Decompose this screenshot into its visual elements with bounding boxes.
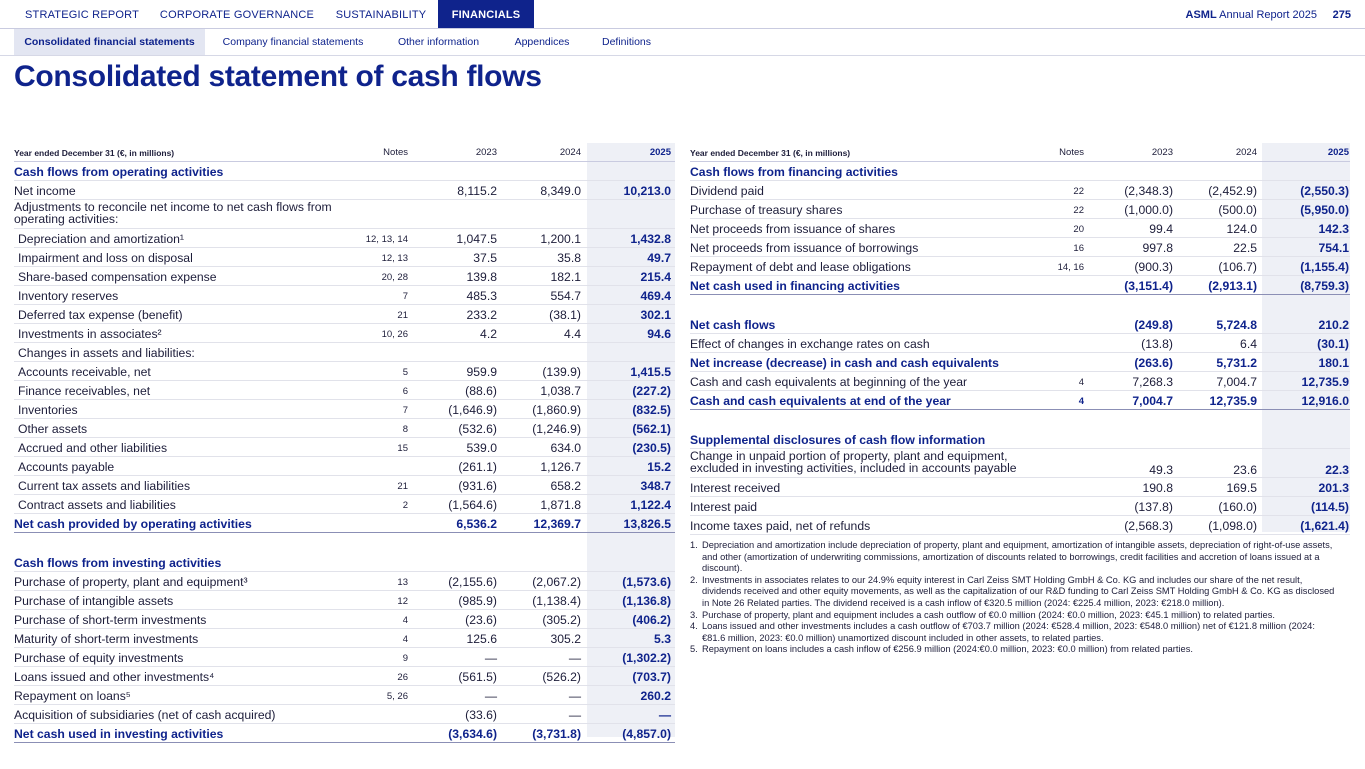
- table-row: [690, 219, 1350, 238]
- subtab-definitions[interactable]: Definitions: [601, 36, 652, 48]
- row-label: Income taxes paid, net of refunds: [690, 519, 871, 533]
- table-row: [14, 514, 675, 533]
- row-label: Adjustments to reconcile net income to net cash flows from operating activities:: [14, 200, 332, 226]
- footnote: 3. Purchase of property, plant and equipment includes a cash outflow of €0.0 million (2024: €0.0 million, 2023: €45.1 million) to related parties.: [690, 609, 1275, 620]
- value-2024: 1,871.8: [540, 498, 581, 512]
- value-2023: (263.6): [1134, 356, 1173, 370]
- value-2025: 348.7: [640, 479, 671, 493]
- footnote-text: Depreciation and amortization include depreciation of property, plant and equipment, amortization of intangible assets, depreciation of right-of-use assets, and other (amortization of underwriting commissions, amortization of discounts related to borrowings, credit facilities and accretion of loans issued at a discount).: [702, 540, 1333, 574]
- table-row: [14, 400, 675, 419]
- value-2025: (2,550.3): [1300, 184, 1349, 198]
- table-row: [690, 497, 1350, 516]
- row-label: Maturity of short-term investments: [14, 632, 199, 646]
- table-row: [14, 229, 675, 248]
- table-row: [690, 353, 1350, 372]
- row-label: Other assets: [18, 422, 88, 436]
- row-label: Purchase of treasury shares: [690, 203, 843, 217]
- value-2023: (532.6): [458, 422, 497, 436]
- value-2025: 302.1: [640, 308, 671, 322]
- value-2025: (1,573.6): [622, 575, 671, 589]
- spacer-row: [690, 410, 1350, 430]
- row-label: Effect of changes in exchange rates on cash: [690, 337, 930, 351]
- value-2025: (114.5): [1311, 500, 1349, 514]
- value-2025: 94.6: [647, 327, 671, 341]
- table-header: [14, 143, 675, 162]
- value-2025: (30.1): [1317, 337, 1349, 351]
- tab-strategic-report[interactable]: STRATEGIC REPORT: [24, 9, 140, 21]
- table-row: [14, 495, 675, 514]
- section-heading-row: [690, 430, 1350, 449]
- row-notes: 12, 13, 14: [365, 234, 408, 245]
- value-2023: 485.3: [466, 289, 497, 303]
- value-2025: 754.1: [1318, 241, 1349, 255]
- row-notes: 9: [402, 653, 408, 664]
- row-label: Cash and cash equivalents at beginning of the year: [690, 375, 968, 389]
- value-2025: 12,916.0: [1301, 394, 1349, 408]
- header-2023: 2023: [475, 147, 497, 158]
- table-row: [690, 315, 1350, 334]
- row-label: Acquisition of subsidiaries (net of cash acquired): [14, 708, 276, 722]
- table-row: [14, 648, 675, 667]
- value-2023: 4.2: [480, 327, 497, 341]
- value-2024: 5,731.2: [1216, 356, 1257, 370]
- value-2023: (33.6): [465, 708, 497, 722]
- value-2024: 182.1: [550, 270, 581, 284]
- row-label: Investments in associates²: [18, 327, 162, 341]
- value-2024: 554.7: [550, 289, 581, 303]
- row-label: Net cash used in financing activities: [690, 279, 900, 293]
- page-number: 275: [1332, 9, 1351, 21]
- table-row: [14, 362, 675, 381]
- table-row: [14, 686, 675, 705]
- value-2024: 7,004.7: [1216, 375, 1257, 389]
- row-label: Net cash flows: [690, 318, 776, 332]
- footnote: 5. Repayment on loans includes a cash inflow of €256.9 million (2024:€0.0 million, 2023: €0.0 million) from related parties.: [690, 644, 1193, 655]
- tab-financials[interactable]: FINANCIALS: [438, 0, 534, 28]
- table-row: [690, 449, 1350, 478]
- value-2023: (3,634.6): [448, 727, 497, 741]
- value-2023: —: [484, 689, 497, 703]
- row-label: Cash and cash equivalents at end of the year: [690, 394, 951, 408]
- value-2023: (13.8): [1141, 337, 1173, 351]
- value-2024: (38.1): [549, 308, 581, 322]
- header-label: Year ended December 31 (€, in millions): [690, 148, 851, 158]
- row-notes: 4: [1078, 396, 1084, 407]
- row-notes: 26: [397, 672, 408, 683]
- row-notes: 5, 26: [386, 691, 408, 702]
- row-label: Contract assets and liabilities: [18, 498, 176, 512]
- table-row: [14, 476, 675, 495]
- value-2024: 12,369.7: [533, 517, 581, 531]
- value-2024: 634.0: [550, 441, 581, 455]
- value-2023: —: [484, 651, 497, 665]
- value-2025: (406.2): [632, 613, 671, 627]
- header-notes: Notes: [1059, 147, 1084, 158]
- row-notes: 2: [402, 500, 408, 511]
- value-2023: (88.6): [465, 384, 497, 398]
- row-label: Current tax assets and liabilities: [18, 479, 191, 493]
- value-2023: 7,004.7: [1132, 394, 1173, 408]
- value-2024: (160.0): [1218, 500, 1257, 514]
- value-2023: (1,000.0): [1124, 203, 1173, 217]
- section-heading-row: [14, 553, 675, 572]
- row-label: Net cash used in investing activities: [14, 727, 224, 741]
- value-2023: 539.0: [466, 441, 497, 455]
- value-2024: (1,246.9): [532, 422, 581, 436]
- table-row: [14, 572, 675, 591]
- value-2025: 260.2: [640, 689, 671, 703]
- row-notes: 15: [397, 443, 408, 454]
- operating-investing-cash-flows-table: [14, 143, 675, 743]
- value-2024: 1,200.1: [540, 232, 581, 246]
- table-row: [14, 667, 675, 686]
- row-notes: 20: [1073, 224, 1084, 235]
- table-row: [14, 724, 675, 743]
- footnotes: [690, 540, 1340, 656]
- value-2023: (900.3): [1134, 260, 1173, 274]
- value-2024: (2,913.1): [1208, 279, 1257, 293]
- value-2025: 201.3: [1318, 481, 1349, 495]
- footnote-text: Loans issued and other investments includes a cash outflow of €703.7 million (2024: €528.4 million, 2023: €548.0 million) net of €121.8 million (2024: €81.6 million, 2023: €0.0 million) unamortized discount included in other assets, to related parties.: [702, 621, 1315, 643]
- value-2025: 215.4: [640, 270, 671, 284]
- row-notes: 22: [1073, 186, 1084, 197]
- value-2023: 125.6: [466, 632, 497, 646]
- row-label: Share-based compensation expense: [18, 270, 217, 284]
- value-2025: (1,155.4): [1300, 260, 1349, 274]
- row-label: Accounts receivable, net: [18, 365, 151, 379]
- value-2025: 13,826.5: [623, 517, 671, 531]
- row-label: Net proceeds from issuance of shares: [690, 222, 896, 236]
- value-2023: 7,268.3: [1132, 375, 1173, 389]
- value-2024: 305.2: [550, 632, 581, 646]
- table-row: [14, 381, 675, 400]
- row-label: Purchase of property, plant and equipment³: [14, 575, 248, 589]
- value-2023: 49.3: [1149, 463, 1173, 477]
- value-2024: (526.2): [542, 670, 581, 684]
- table-row: [14, 419, 675, 438]
- value-2023: 190.8: [1142, 481, 1173, 495]
- value-2024: 8,349.0: [540, 184, 581, 198]
- row-label: Purchase of intangible assets: [14, 594, 174, 608]
- row-notes: 7: [402, 291, 408, 302]
- value-2024: (305.2): [542, 613, 581, 627]
- value-2024: —: [568, 689, 581, 703]
- value-2023: (985.9): [458, 594, 497, 608]
- row-notes: 14, 16: [1057, 262, 1084, 273]
- value-2025: (703.7): [632, 670, 671, 684]
- subtab-appendices[interactable]: Appendices: [514, 36, 570, 48]
- row-notes: 8: [402, 424, 408, 435]
- value-2025: —: [658, 708, 671, 722]
- value-2023: (1,646.9): [448, 403, 497, 417]
- table-row: [690, 276, 1350, 295]
- row-notes: 10, 26: [381, 329, 408, 340]
- table-row: [14, 248, 675, 267]
- spacer-row: [14, 533, 675, 553]
- table-row: [690, 181, 1350, 200]
- row-label: Purchase of short-term investments: [14, 613, 207, 627]
- value-2025: 1,415.5: [630, 365, 671, 379]
- row-label: Impairment and loss on disposal: [18, 251, 193, 265]
- row-notes: 5: [402, 367, 408, 378]
- value-2023: 139.8: [466, 270, 497, 284]
- table-row: [690, 516, 1350, 535]
- value-2023: (2,155.6): [448, 575, 497, 589]
- row-label: Changes in assets and liabilities:: [18, 346, 195, 360]
- value-2025: (230.5): [632, 441, 671, 455]
- header-2024: 2024: [559, 147, 581, 158]
- top-navigation: [0, 0, 1365, 29]
- value-2024: 1,126.7: [540, 460, 581, 474]
- value-2024: 35.8: [557, 251, 581, 265]
- row-label: Accrued and other liabilities: [18, 441, 168, 455]
- value-2023: 8,115.2: [457, 184, 497, 198]
- value-2025: (1,136.8): [622, 594, 671, 608]
- footnote-text: Repayment on loans includes a cash inflow of €256.9 million (2024:€0.0 million, 2023: €0.0 million) from related parties.: [702, 644, 1193, 655]
- footnote-text: Investments in associates relates to our 24.9% equity interest in Carl Zeiss SMT Holding GmbH & Co. KG and includes our share of the net result, dividends received and other equity movements, as well as the capitalization of our R&D funding to Carl Zeiss SMT Holding GmbH & Co. KG as disclosed in Note 26 Related parties. The dividend received is a cash inflow of €320.5 million (2024: €225.4 million, 2023: €218.0 million).: [702, 574, 1335, 608]
- value-2023: (561.5): [458, 670, 497, 684]
- table-row: [14, 324, 675, 343]
- table-header: [690, 143, 1350, 162]
- value-2025: 49.7: [647, 251, 671, 265]
- row-notes: 21: [397, 310, 408, 321]
- row-label: Supplemental disclosures of cash flow information: [690, 433, 986, 447]
- value-2024: (500.0): [1218, 203, 1257, 217]
- sub-navigation: [0, 29, 1365, 56]
- row-notes: 13: [397, 577, 408, 588]
- report-name: Annual Report 2025: [1219, 9, 1317, 21]
- table-row: [14, 267, 675, 286]
- value-2024: 6.4: [1240, 337, 1257, 351]
- value-2024: 23.6: [1233, 463, 1257, 477]
- value-2023: (249.8): [1134, 318, 1173, 332]
- footnote-text: Purchase of property, plant and equipment includes a cash outflow of €0.0 million (2024: €0.0 million, 2023: €45.1 million) to related parties.: [702, 609, 1275, 620]
- row-label: Loans issued and other investments⁴: [14, 670, 215, 684]
- table-row: [690, 200, 1350, 219]
- value-2025: (832.5): [632, 403, 671, 417]
- table-row: [14, 629, 675, 648]
- value-2024: 4.4: [564, 327, 581, 341]
- value-2024: (1,138.4): [532, 594, 581, 608]
- value-2025: 142.3: [1318, 222, 1349, 236]
- value-2025: 12,735.9: [1301, 375, 1349, 389]
- value-2023: (931.6): [458, 479, 497, 493]
- value-2023: 997.8: [1142, 241, 1173, 255]
- value-2024: (1,098.0): [1208, 519, 1257, 533]
- row-notes: 6: [402, 386, 408, 397]
- header-2024: 2024: [1235, 147, 1257, 158]
- row-label: Net proceeds from issuance of borrowings: [690, 241, 919, 255]
- page-title: Consolidated statement of cash flows: [14, 60, 542, 93]
- value-2025: 210.2: [1318, 318, 1349, 332]
- value-2024: —: [568, 708, 581, 722]
- row-label: Inventories: [18, 403, 78, 417]
- value-2024: (106.7): [1218, 260, 1257, 274]
- tab-sustainability[interactable]: SUSTAINABILITY: [335, 9, 427, 21]
- row-notes: 4: [1078, 377, 1084, 388]
- row-label: Cash flows from investing activities: [14, 556, 222, 570]
- value-2025: (5,950.0): [1300, 203, 1349, 217]
- value-2025: 180.1: [1318, 356, 1349, 370]
- table-row: [14, 610, 675, 629]
- row-notes: 4: [402, 615, 408, 626]
- value-2023: 233.2: [466, 308, 497, 322]
- value-2024: 1,038.7: [540, 384, 581, 398]
- tab-corporate-governance[interactable]: CORPORATE GOVERNANCE: [159, 9, 315, 21]
- header-2025: 2025: [649, 147, 671, 158]
- header-2025: 2025: [1327, 147, 1349, 158]
- row-label: Net income: [14, 184, 76, 198]
- row-notes: 22: [1073, 205, 1084, 216]
- section-heading-row: [690, 162, 1350, 181]
- row-notes: 4: [402, 634, 408, 645]
- row-label: Dividend paid: [690, 184, 764, 198]
- row-notes: 12: [397, 596, 408, 607]
- row-label: Repayment on loans⁵: [14, 689, 131, 703]
- footnote: 1. Depreciation and amortization include depreciation of property, plant and equipment, amortization of intangible assets, depreciation of right-of-use assets, and other (amortization of underwriting commissions, amortization of discounts related to borrowings, credit facilities and accretion of loans issued at a discount).: [690, 540, 1333, 574]
- value-2023: (2,568.3): [1124, 519, 1173, 533]
- row-label: Cash flows from operating activities: [14, 165, 224, 179]
- financing-cash-flows-table: [690, 143, 1350, 535]
- value-2023: 6,536.2: [456, 517, 497, 531]
- table-row: [690, 257, 1350, 276]
- subtab-company-financial-statements[interactable]: Company financial statements: [222, 36, 364, 48]
- value-2025: 469.4: [640, 289, 671, 303]
- value-2023: 37.5: [473, 251, 497, 265]
- value-2025: 1,122.4: [630, 498, 671, 512]
- value-2024: (139.9): [542, 365, 581, 379]
- value-2024: 5,724.8: [1216, 318, 1257, 332]
- value-2024: —: [568, 651, 581, 665]
- table-row: [14, 286, 675, 305]
- value-2023: (3,151.4): [1124, 279, 1173, 293]
- value-2025: (4,857.0): [622, 727, 671, 741]
- row-label: Net increase (decrease) in cash and cash equivalents: [690, 356, 999, 370]
- section-heading-row: [14, 162, 675, 181]
- row-label: Accounts payable: [18, 460, 115, 474]
- table-row: [14, 305, 675, 324]
- value-2024: 658.2: [550, 479, 581, 493]
- value-2023: (137.8): [1134, 500, 1173, 514]
- table-row: [690, 372, 1350, 391]
- row-label: Depreciation and amortization¹: [18, 232, 184, 246]
- table-row: [14, 200, 675, 229]
- row-label: Repayment of debt and lease obligations: [690, 260, 911, 274]
- value-2025: (1,302.2): [622, 651, 671, 665]
- value-2024: (2,452.9): [1208, 184, 1257, 198]
- table-row: [14, 438, 675, 457]
- row-notes: 21: [397, 481, 408, 492]
- row-notes: 20, 28: [381, 272, 408, 283]
- brand-name: ASML: [1185, 9, 1217, 21]
- footnote: 4. Loans issued and other investments includes a cash outflow of €703.7 million (2024: €528.4 million, 2023: €548.0 million) net of €121.8 million (2024: €81.6 million, 2023: €0.0 million) unamortized discount included in other assets, to related parties.: [690, 621, 1315, 643]
- footnote: 2. Investments in associates relates to our 24.9% equity interest in Carl Zeiss SMT Holding GmbH & Co. KG and includes our share of the net result, dividends received and other equity movements, as well as the capitalization of our R&D funding to Carl Zeiss SMT Holding GmbH & Co. KG as disclosed in Note 26 Related parties. The dividend received is a cash inflow of €320.5 million (2024: €225.4 million, 2023: €218.0 million).: [690, 574, 1335, 608]
- row-label: Net cash provided by operating activities: [14, 517, 252, 531]
- table-row: [690, 238, 1350, 257]
- value-2023: (261.1): [458, 460, 497, 474]
- row-notes: 7: [402, 405, 408, 416]
- header-2023: 2023: [1151, 147, 1173, 158]
- value-2024: (3,731.8): [532, 727, 581, 741]
- value-2023: 99.4: [1149, 222, 1173, 236]
- report-title: [1186, 9, 1317, 21]
- value-2024: 169.5: [1226, 481, 1257, 495]
- value-2023: (23.6): [465, 613, 497, 627]
- value-2025: (8,759.3): [1300, 279, 1349, 293]
- value-2023: (2,348.3): [1124, 184, 1173, 198]
- row-label: Cash flows from financing activities: [690, 165, 898, 179]
- table-row: [14, 181, 675, 200]
- row-label: Interest paid: [690, 500, 758, 514]
- value-2024: 12,735.9: [1209, 394, 1257, 408]
- value-2025: (562.1): [632, 422, 671, 436]
- value-2023: 959.9: [466, 365, 497, 379]
- value-2023: 1,047.5: [456, 232, 497, 246]
- header-label: Year ended December 31 (€, in millions): [14, 148, 175, 158]
- table-row: [690, 334, 1350, 353]
- value-2025: (1,621.4): [1300, 519, 1349, 533]
- row-notes: 16: [1073, 243, 1084, 254]
- row-label: Interest received: [690, 481, 781, 495]
- value-2025: 1,432.8: [630, 232, 671, 246]
- subtab-other-information[interactable]: Other information: [397, 36, 480, 48]
- row-label: Change in unpaid portion of property, plant and equipment, excluded in investing activities, included in accounts payable: [690, 449, 1017, 475]
- table-row: [690, 391, 1350, 410]
- table-row: [14, 591, 675, 610]
- row-label: Finance receivables, net: [18, 384, 151, 398]
- value-2025: 5.3: [654, 632, 671, 646]
- value-2025: (227.2): [632, 384, 671, 398]
- row-notes: 12, 13: [381, 253, 408, 264]
- value-2025: 10,213.0: [623, 184, 671, 198]
- value-2024: 124.0: [1226, 222, 1257, 236]
- subtab-consolidated-financial-statements[interactable]: Consolidated financial statements: [14, 29, 205, 55]
- table-row: [690, 478, 1350, 497]
- row-label: Deferred tax expense (benefit): [18, 308, 183, 322]
- spacer-row: [690, 295, 1350, 315]
- table-row: [14, 457, 675, 476]
- table-row: [14, 343, 675, 362]
- value-2025: 22.3: [1325, 463, 1349, 477]
- value-2024: (1,860.9): [532, 403, 581, 417]
- value-2025: 15.2: [647, 460, 671, 474]
- header-notes: Notes: [383, 147, 408, 158]
- value-2024: (2,067.2): [532, 575, 581, 589]
- value-2024: 22.5: [1233, 241, 1257, 255]
- row-label: Inventory reserves: [18, 289, 119, 303]
- table-row: [14, 705, 675, 724]
- row-label: Purchase of equity investments: [14, 651, 184, 665]
- value-2023: (1,564.6): [448, 498, 497, 512]
